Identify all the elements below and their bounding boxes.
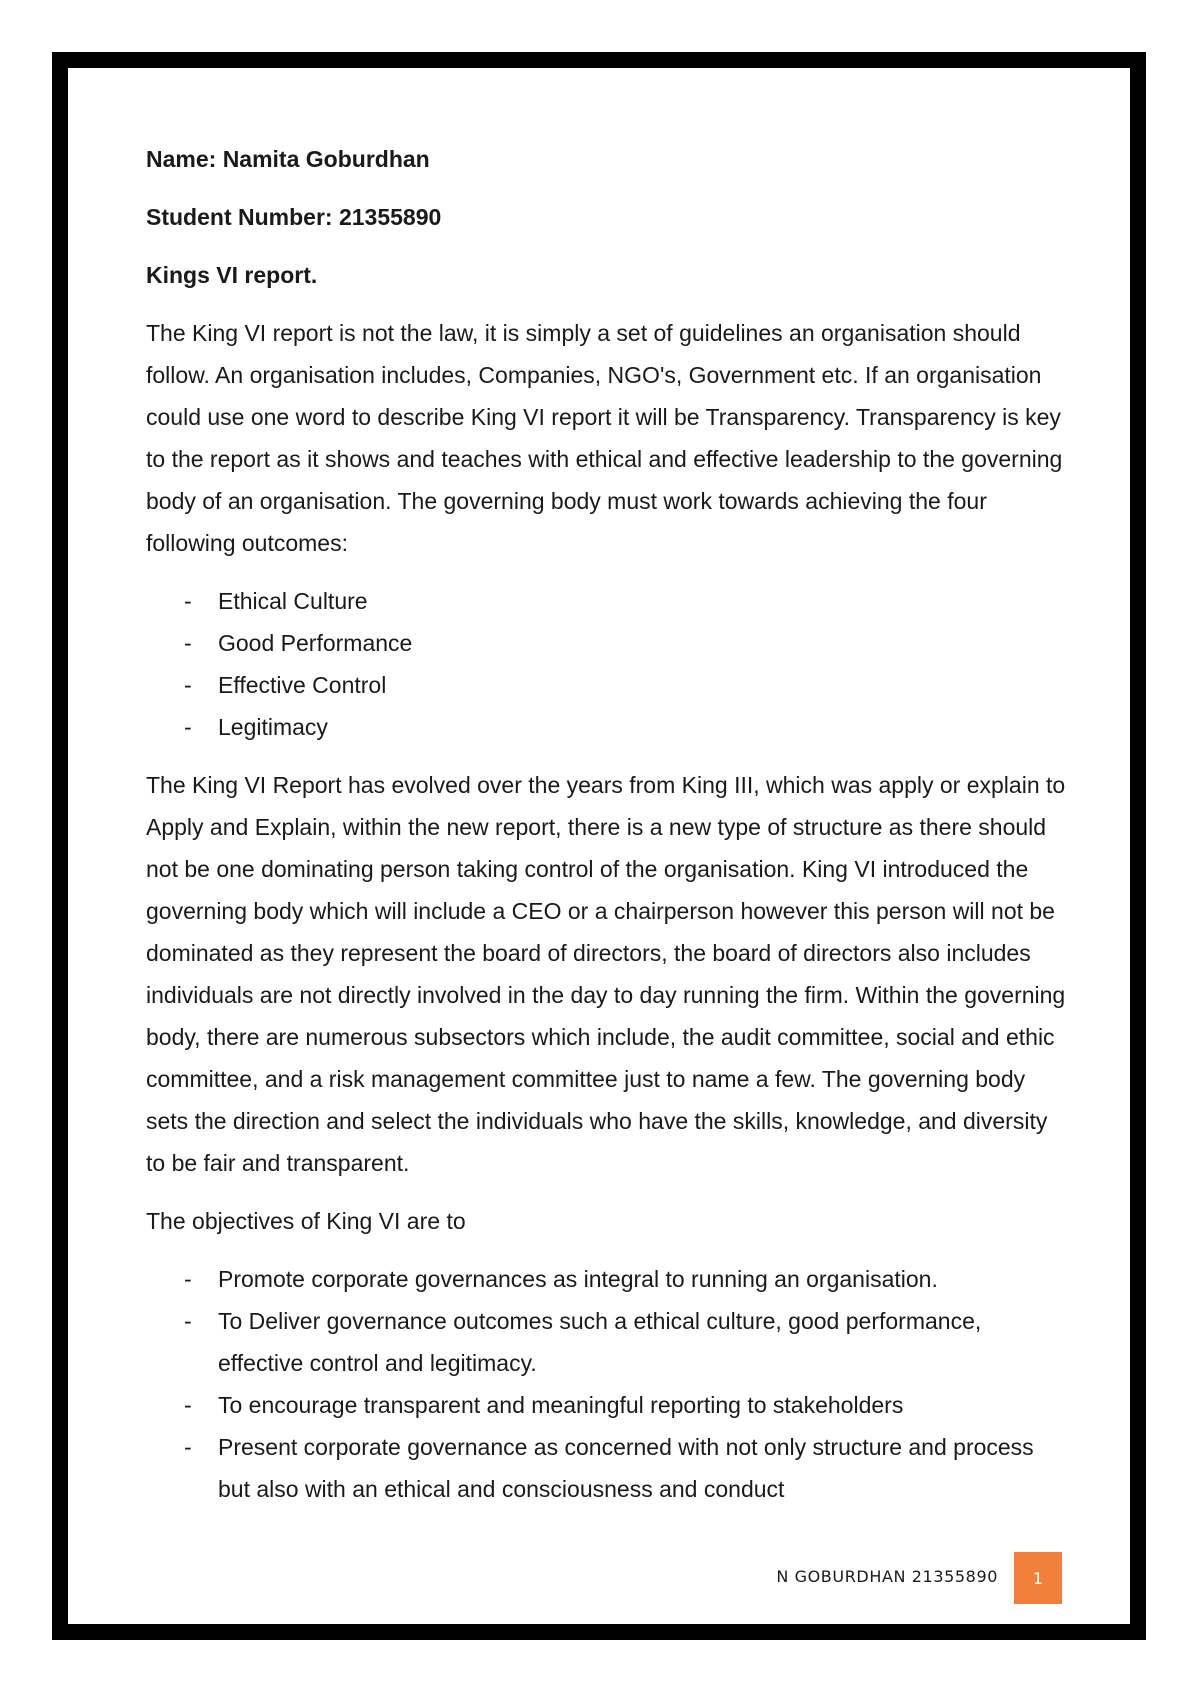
intro-paragraph: The King VI report is not the law, it is simply a set of guidelines an organisation should follow. An organisation includes, Companies, NGO's, Government etc. If an organisation could use one word to describe King VI report it will be Transparency. Transparency is key to the report as it shows and teaches with ethical and effective leadership to the governing body of an organisation. The governing body must work towards achieving the four following outcomes: [146,320,1063,556]
objective-text: To Deliver governance outcomes such a ethical culture, good performance, effective control and legitimacy. [218,1308,982,1376]
dash-marker: - [184,672,192,698]
evolution-paragraph: The King VI Report has evolved over the years from King III, which was apply or explain to Apply and Explain, within the new report, there is a new type of structure as there should not be one dominating person taking control of the organisation. King VI introduced the governing body which will include a CEO or a chairperson however this person will not be dominated as they represent the board of directors, the board of directors also includes individuals are not directly involved in the day to day running the firm. Within the governing body, there are numerous subsectors which include, the audit committee, social and ethic committee, and a risk management committee just to name a few. The governing body sets the direction and select the individuals who have the skills, knowledge, and diversity to be fair and transparent. [146,772,1066,1176]
list-item [146,706,1066,748]
dash-marker: - [184,1434,192,1460]
page-footer [760,1552,1062,1604]
outcome-text: Ethical Culture [218,588,368,614]
outcome-text: Effective Control [218,672,387,698]
footer-author-id: N GOBURDHAN 21355890 [776,1567,998,1586]
objective-text: Present corporate governance as concerned with not only structure and process but also with an ethical and consciousness and conduct [218,1434,1034,1502]
document-body [146,138,1066,1526]
list-item [146,1426,1066,1510]
list-item [146,580,1066,622]
outcomes-list [146,580,1066,748]
outcome-text: Legitimacy [218,714,328,740]
dash-marker: - [184,714,192,740]
list-item [146,1258,1066,1300]
document-title: Kings VI report. [146,262,318,288]
list-item [146,1384,1066,1426]
outcome-text: Good Performance [218,630,413,656]
name-line: Name: Namita Goburdhan [146,146,430,172]
objective-text: To encourage transparent and meaningful reporting to stakeholders [218,1392,904,1418]
page-number: 1 [1032,1568,1044,1588]
dash-marker: - [184,588,192,614]
list-item [146,664,1066,706]
dash-marker: - [184,1266,192,1292]
page-number-badge [1014,1552,1062,1604]
list-item [146,1300,1066,1384]
dash-marker: - [184,1392,192,1418]
objectives-list [146,1258,1066,1510]
list-item [146,622,1066,664]
objective-text: Promote corporate governances as integral to running an organisation. [218,1266,938,1292]
objectives-intro: The objectives of King VI are to [146,1208,466,1234]
student-number-line: Student Number: 21355890 [146,204,442,230]
dash-marker: - [184,630,192,656]
dash-marker: - [184,1308,192,1334]
